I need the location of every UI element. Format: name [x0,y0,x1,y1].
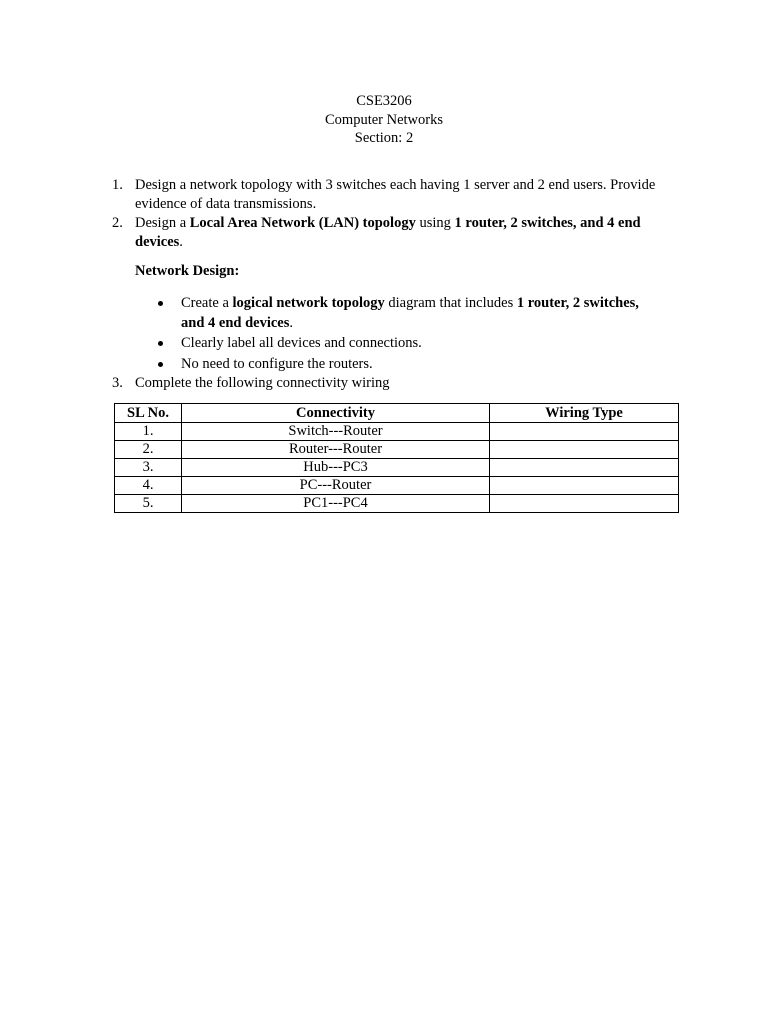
text-run: Design a [135,215,190,231]
section-label: Section: 2 [354,130,414,146]
sl-cell: 1. [115,423,182,441]
table-row [115,495,679,513]
wiring-type-cell[interactable] [490,495,679,513]
network-design-subheading: Network Design: [135,263,240,279]
bold-text-run: and 4 end devices [181,314,290,331]
bold-text-run: Local Area Network (LAN) topology [189,215,416,231]
list-item [158,334,668,354]
question-number: 2. [112,215,123,231]
bold-text-run: 1 router, 2 switches, [516,295,639,311]
sl-cell: 5. [115,495,182,513]
question-text [135,214,682,252]
connectivity-cell: Hub---PC3 [182,459,490,477]
bold-text-run: devices [135,234,180,250]
connectivity-cell: Switch---Router [182,423,490,441]
table-row [115,423,679,441]
wiring-type-cell[interactable] [490,423,679,441]
connectivity-table [114,403,679,513]
column-header-connectivity: Connectivity [182,404,490,423]
text-run: Create a [181,295,233,311]
sl-cell: 3. [115,459,182,477]
wiring-type-cell[interactable] [490,477,679,495]
bullet-list [158,294,668,375]
bold-text-run: logical network topology [232,295,385,311]
text-run: Clearly label all devices and connections. [181,335,422,351]
connectivity-cell: PC1---PC4 [182,495,490,513]
text-run: . [179,234,183,250]
course-name: Computer Networks [325,111,443,128]
wiring-type-cell[interactable] [490,459,679,477]
sl-cell: 2. [115,441,182,459]
question-number: 1. [112,177,123,193]
question-3 [112,374,682,393]
column-header-wiring-type: Wiring Type [490,404,679,423]
text-run: No need to configure the routers. [181,355,373,372]
bullet-icon [158,341,163,346]
connectivity-cell: Router---Router [182,441,490,459]
list-item [158,355,668,375]
text-run: using [415,215,455,231]
bold-text-run: 1 router, 2 switches, and 4 end [454,215,641,231]
course-code: CSE3206 [356,93,412,109]
question-1 [112,176,682,214]
table-row [115,459,679,477]
question-2 [112,214,682,252]
bullet-icon [158,362,163,367]
column-header-sl: SL No. [115,404,182,423]
list-item [158,294,668,333]
text-run: diagram that includes [384,295,517,311]
question-text: Complete the following connectivity wiring [135,375,390,391]
bullet-icon [158,301,163,306]
question-number: 3. [112,375,123,391]
question-text-line: evidence of data transmissions. [135,196,317,212]
table-header-row [115,404,679,423]
table-row [115,441,679,459]
text-run: . [289,314,293,331]
connectivity-cell: PC---Router [182,477,490,495]
wiring-type-cell[interactable] [490,441,679,459]
sl-cell: 4. [115,477,182,495]
question-text-line: Design a network topology with 3 switches each having 1 server and 2 end users. Provide [135,177,656,193]
document-header [0,92,768,148]
table-row [115,477,679,495]
